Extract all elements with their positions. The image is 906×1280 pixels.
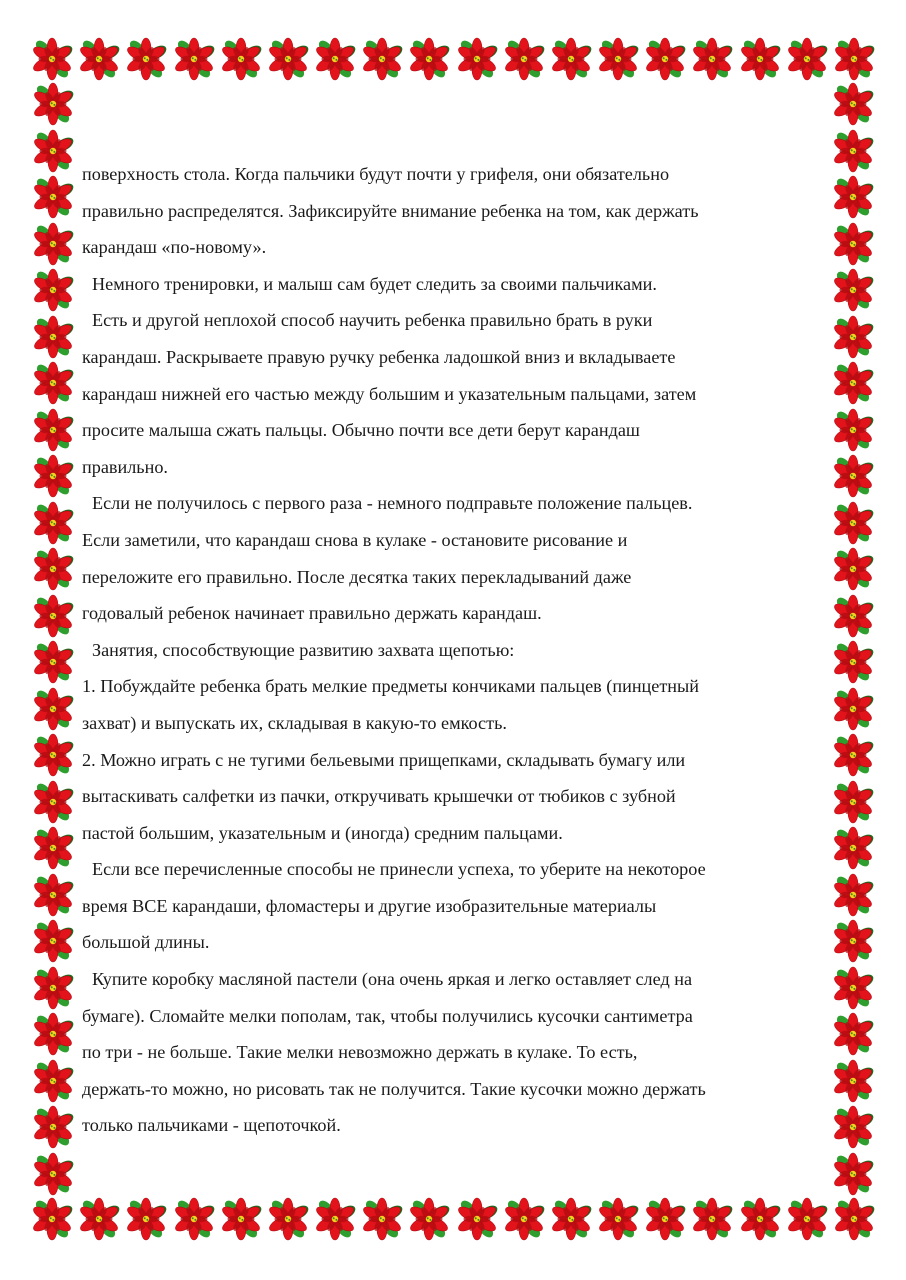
decorative-border-bottom — [30, 1196, 876, 1242]
poinsettia-icon — [77, 37, 121, 81]
poinsettia-icon — [172, 37, 216, 81]
text-line: только пальчиками - щепоточкой. — [82, 1115, 341, 1136]
poinsettia-icon — [31, 687, 75, 731]
text-line: переложите его правильно. После десятка таких перекладываний даже — [82, 566, 632, 587]
text-line: карандаш «по-новому». — [82, 237, 267, 258]
poinsettia-icon — [643, 1197, 687, 1241]
text-line: большой длины. — [82, 932, 210, 953]
text-line: Если не получилось с первого раза - немного подправьте положение пальцев. — [92, 493, 693, 514]
poinsettia-icon — [831, 454, 875, 498]
decorative-border-left — [30, 82, 76, 1196]
poinsettia-icon — [124, 37, 168, 81]
poinsettia-icon — [219, 1197, 263, 1241]
text-line: вытаскивать салфетки из пачки, откручивать крышечки от тюбиков с зубной — [82, 786, 676, 807]
poinsettia-icon — [31, 1059, 75, 1103]
poinsettia-icon — [831, 1105, 875, 1149]
text-line: Занятия, способствующие развитию захвата щепотью: — [92, 639, 515, 660]
poinsettia-icon — [31, 1152, 75, 1196]
poinsettia-icon — [502, 1197, 546, 1241]
poinsettia-icon — [31, 175, 75, 219]
poinsettia-icon — [31, 733, 75, 777]
poinsettia-icon — [549, 37, 593, 81]
poinsettia-icon — [831, 780, 875, 824]
text-line: 1. Побуждайте ребенка брать мелкие предметы кончиками пальцев (пинцетный — [82, 676, 699, 697]
poinsettia-icon — [831, 1059, 875, 1103]
poinsettia-icon — [831, 129, 875, 173]
poinsettia-icon — [831, 175, 875, 219]
poinsettia-icon — [831, 268, 875, 312]
poinsettia-icon — [31, 966, 75, 1010]
poinsettia-icon — [831, 873, 875, 917]
poinsettia-icon — [124, 1197, 168, 1241]
poinsettia-icon — [31, 919, 75, 963]
poinsettia-icon — [30, 37, 74, 81]
poinsettia-icon — [831, 1152, 875, 1196]
text-line: держать-то можно, но рисовать так не получится. Такие кусочки можно держать — [82, 1078, 706, 1099]
poinsettia-icon — [738, 1197, 782, 1241]
poinsettia-icon — [690, 37, 734, 81]
poinsettia-icon — [738, 37, 782, 81]
poinsettia-icon — [831, 82, 875, 126]
poinsettia-icon — [455, 1197, 499, 1241]
poinsettia-icon — [31, 315, 75, 359]
decorative-border-top — [30, 36, 876, 82]
poinsettia-icon — [831, 733, 875, 777]
poinsettia-icon — [30, 1197, 74, 1241]
poinsettia-icon — [407, 37, 451, 81]
poinsettia-icon — [832, 1197, 876, 1241]
poinsettia-icon — [31, 873, 75, 917]
text-line: карандаш нижней его частью между большим и указательным пальцами, затем — [82, 383, 697, 404]
poinsettia-icon — [31, 1105, 75, 1149]
text-line: правильно. — [82, 456, 168, 477]
poinsettia-icon — [360, 1197, 404, 1241]
poinsettia-icon — [502, 37, 546, 81]
text-line: Если заметили, что карандаш снова в кулаке - остановите рисование и — [82, 529, 628, 550]
poinsettia-icon — [31, 82, 75, 126]
poinsettia-icon — [596, 37, 640, 81]
poinsettia-icon — [313, 1197, 357, 1241]
poinsettia-icon — [313, 37, 357, 81]
text-line: просите малыша сжать пальцы. Обычно почти все дети берут карандаш — [82, 420, 640, 441]
poinsettia-icon — [360, 37, 404, 81]
text-line: захват) и выпускать их, складывая в какую-то емкость. — [82, 712, 507, 733]
poinsettia-icon — [77, 1197, 121, 1241]
poinsettia-icon — [785, 1197, 829, 1241]
text-line: поверхность стола. Когда пальчики будут почти у грифеля, они обязательно — [82, 164, 670, 184]
text-line: Есть и другой неплохой способ научить ребенка правильно брать в руки — [92, 310, 653, 331]
text-line: годовалый ребенок начинает правильно держать карандаш. — [82, 603, 542, 624]
poinsettia-icon — [831, 501, 875, 545]
poinsettia-icon — [831, 919, 875, 963]
text-line: 2. Можно играть с не тугими бельевыми прищепками, складывать бумагу или — [82, 749, 686, 770]
poinsettia-icon — [596, 1197, 640, 1241]
poinsettia-icon — [407, 1197, 451, 1241]
poinsettia-icon — [31, 129, 75, 173]
decorative-border-right — [830, 82, 876, 1196]
poinsettia-icon — [785, 37, 829, 81]
text-line: правильно распределятся. Зафиксируйте внимание ребенка на том, как держать — [82, 200, 699, 221]
poinsettia-icon — [31, 826, 75, 870]
poinsettia-icon — [31, 1012, 75, 1056]
poinsettia-icon — [31, 408, 75, 452]
text-line: Немного тренировки, и малыш сам будет следить за своими пальчиками. — [92, 273, 657, 294]
poinsettia-icon — [455, 37, 499, 81]
poinsettia-icon — [831, 361, 875, 405]
document-body — [82, 156, 822, 1144]
poinsettia-icon — [831, 408, 875, 452]
poinsettia-icon — [31, 640, 75, 684]
poinsettia-icon — [266, 1197, 310, 1241]
text-line: по три - не больше. Такие мелки невозможно держать в кулаке. То есть, — [82, 1042, 638, 1063]
text-line: карандаш. Раскрываете правую ручку ребенка ладошкой вниз и вкладываете — [82, 346, 676, 367]
poinsettia-icon — [172, 1197, 216, 1241]
poinsettia-icon — [31, 454, 75, 498]
poinsettia-icon — [831, 547, 875, 591]
text-line: время ВСЕ карандаши, фломастеры и другие изобразительные материалы — [82, 895, 657, 916]
poinsettia-icon — [643, 37, 687, 81]
poinsettia-icon — [31, 222, 75, 266]
poinsettia-icon — [549, 1197, 593, 1241]
poinsettia-icon — [690, 1197, 734, 1241]
poinsettia-icon — [31, 501, 75, 545]
poinsettia-icon — [219, 37, 263, 81]
poinsettia-icon — [31, 780, 75, 824]
poinsettia-icon — [831, 315, 875, 359]
poinsettia-icon — [831, 222, 875, 266]
poinsettia-icon — [831, 687, 875, 731]
poinsettia-icon — [31, 547, 75, 591]
poinsettia-icon — [831, 826, 875, 870]
poinsettia-icon — [831, 594, 875, 638]
text-line: Купите коробку масляной пастели (она очень яркая и легко оставляет след на — [92, 969, 693, 990]
text-line: пастой большим, указательным и (иногда) средним пальцами. — [82, 822, 563, 843]
poinsettia-icon — [831, 640, 875, 684]
text-line: бумаге). Сломайте мелки пополам, так, чтобы получились кусочки сантиметра — [82, 1005, 693, 1026]
poinsettia-icon — [832, 37, 876, 81]
poinsettia-icon — [831, 966, 875, 1010]
poinsettia-icon — [266, 37, 310, 81]
poinsettia-icon — [831, 1012, 875, 1056]
poinsettia-icon — [31, 268, 75, 312]
poinsettia-icon — [31, 361, 75, 405]
poinsettia-icon — [31, 594, 75, 638]
text-line: Если все перечисленные способы не принесли успеха, то уберите на некоторое — [92, 859, 706, 880]
